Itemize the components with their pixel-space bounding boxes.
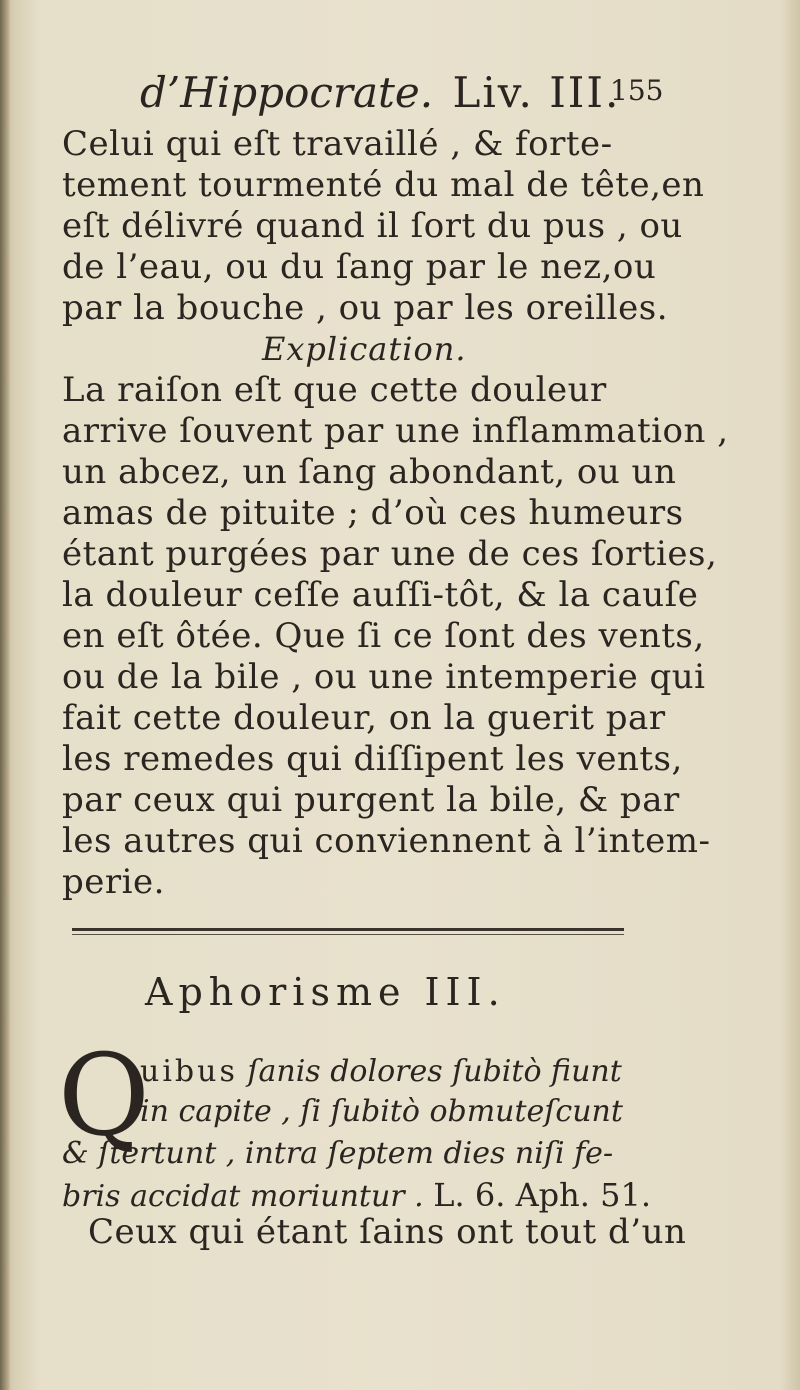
page-number: 155: [610, 74, 664, 107]
explication-line: La raiſon eſt que cette douleur: [62, 370, 607, 410]
explication-line: par ceux qui purgent la bile, & par: [62, 780, 680, 820]
latin-line-4: [62, 1176, 651, 1214]
latin-smallcaps: uibus: [140, 1054, 238, 1089]
explication-line: en eſt ôtée. Que ſi ce ſont des vents,: [62, 616, 705, 656]
running-head-book: Liv. III.: [452, 68, 621, 117]
aphorism-heading: Aphorisme III.: [145, 970, 506, 1014]
explication-line: un abcez, un ſang abondant, ou un: [62, 452, 677, 492]
explication-line: amas de pituite ; d’où ces humeurs: [62, 493, 684, 533]
explication-line: étant purgées par une de ces ſorties,: [62, 534, 718, 574]
explication-line: ou de la bile , ou une intemperie qui: [62, 657, 706, 697]
latin-line-3: & ſtertunt , intra ſeptem dies niſi fe-: [62, 1136, 614, 1171]
aphorism-line: Celui qui eſt travaillé , & forte-: [62, 124, 613, 164]
running-head-title: d’Hippocrate.: [140, 68, 434, 117]
aphorism-line: eſt délivré quand il ſort du pus , ou: [62, 206, 683, 246]
section-rule: [72, 928, 624, 931]
aphorism-reference: L. 6. Aph. 51.: [433, 1176, 651, 1214]
explication-line: arrive ſouvent par une inflammation ,: [62, 411, 729, 451]
latin-line-1: [140, 1054, 622, 1089]
section-rule-thin: [72, 934, 624, 935]
running-head: [140, 68, 664, 117]
page-gutter: [0, 0, 10, 1390]
explication-heading: Explication.: [262, 330, 467, 368]
latin-text: bris accidat moriuntur .: [62, 1179, 424, 1214]
translation-line: Ceux qui étant ſains ont tout d’un: [88, 1212, 687, 1252]
latin-line-2: in capite , ſi ſubitò obmuteſcunt: [140, 1094, 623, 1129]
drop-capital: Q: [58, 1031, 150, 1161]
explication-line: les remedes qui diſſipent les vents,: [62, 739, 683, 779]
aphorism-line: tement tourmenté du mal de tête,en: [62, 165, 705, 205]
latin-text: ſanis dolores ſubitò fiunt: [247, 1054, 622, 1089]
aphorism-line: par la bouche , ou par les oreilles.: [62, 288, 669, 328]
explication-line: perie.: [62, 862, 165, 902]
explication-line: la douleur ceſſe auſſi-tôt, & la cauſe: [62, 575, 699, 615]
explication-line: fait cette douleur, on la guerit par: [62, 698, 666, 738]
explication-line: les autres qui conviennent à l’intem-: [62, 821, 711, 861]
aphorism-line: de l’eau, ou du ſang par le nez,ou: [62, 247, 657, 287]
